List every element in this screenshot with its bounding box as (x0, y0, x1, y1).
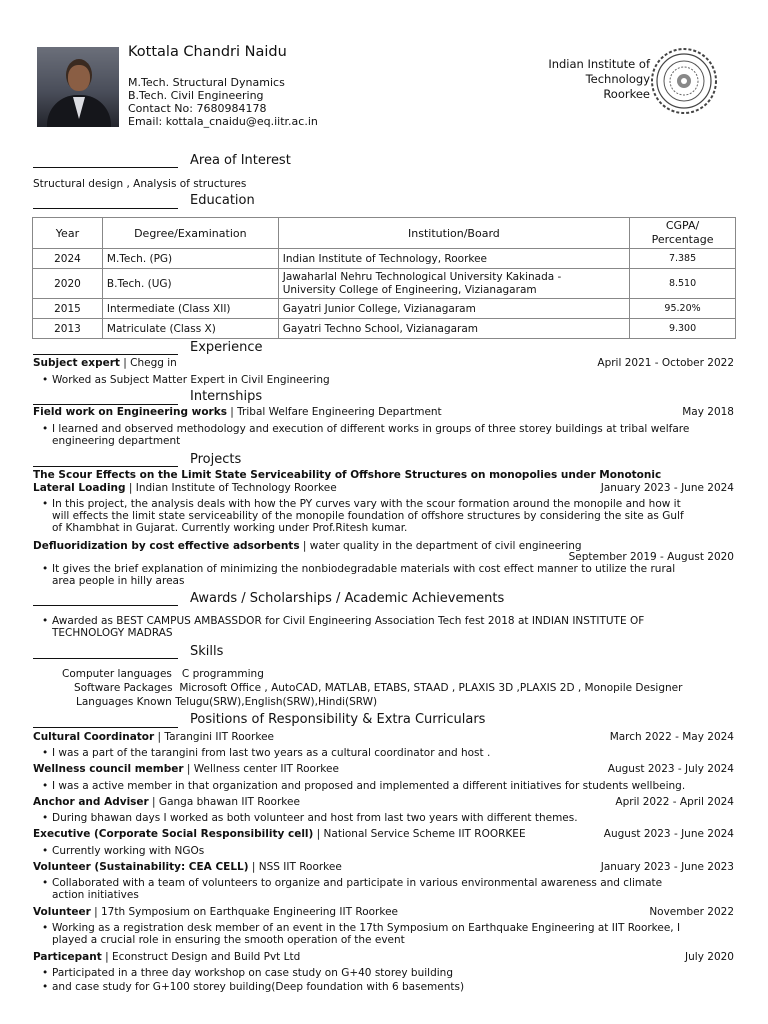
experience-date: April 2021 - October 2022 (597, 357, 734, 369)
cell-institution: Gayatri Techno School, Vizianagaram (278, 319, 629, 339)
section-awards: Awards / Scholarships / Academic Achievements (190, 591, 505, 606)
position-date: January 2023 - June 2023 (600, 861, 734, 873)
col-cgpa: CGPA/ Percentage (630, 218, 736, 249)
section-rule (33, 354, 178, 355)
profile-photo (37, 47, 119, 127)
institute-logo-icon (650, 47, 718, 115)
position-date: August 2023 - June 2024 (603, 828, 734, 840)
table-row (33, 249, 736, 269)
col-degree: Degree/Examination (102, 218, 278, 249)
skill-software-packages: Software Packages Microsoft Office , AutoCAD, MATLAB, ETABS, STAAD , PLAXIS 3D ,PLAXIS 2D , Monopile Designer (74, 682, 683, 694)
internship-entry: Field work on Engineering works | Tribal Welfare Engineering Department (33, 406, 442, 418)
section-rule (33, 167, 178, 168)
cell-score: 9.300 (630, 319, 736, 339)
cell-institution: Gayatri Junior College, Vizianagaram (278, 299, 629, 319)
project-bullet: • It gives the brief explanation of minimizing the nonbiodegradable materials with cost effect manner to utilize the rural area people in hilly areas (42, 563, 675, 587)
project-date: September 2019 - August 2020 (568, 551, 734, 563)
table-row (33, 299, 736, 319)
position-entry: Executive (Corporate Social Responsibility cell) | National Service Scheme IIT ROORKEE (33, 828, 526, 840)
section-rule (33, 466, 178, 467)
institute-name: Indian Institute of Technology Roorkee (548, 57, 650, 101)
experience-bullet: • Worked as Subject Matter Expert in Civil Engineering (42, 374, 330, 386)
position-bullet: • and case study for G+100 storey building(Deep foundation with 6 basements) (42, 981, 464, 993)
position-bullet: • Collaborated with a team of volunteers to organize and participate in various environmental awareness and climate action initiatives (42, 877, 662, 901)
position-bullet: • During bhawan days I worked as both volunteer and host from last two years with different themes. (42, 812, 578, 824)
section-rule (33, 727, 178, 728)
table-row (33, 269, 736, 299)
cell-institution: Indian Institute of Technology, Roorkee (278, 249, 629, 269)
position-bullet: • Working as a registration desk member of an event in the 17th Symposium on Earthquake Engineering at IIT Roorkee, I played a crucial role in ensuring the smooth operation of the event (42, 922, 680, 946)
cell-score: 95.20% (630, 299, 736, 319)
position-date: November 2022 (649, 906, 734, 918)
col-institution: Institution/Board (278, 218, 629, 249)
position-bullet: • Participated in a three day workshop on case study on G+40 storey building (42, 967, 453, 979)
table-row (33, 319, 736, 339)
internship-bullet: • I learned and observed methodology and execution of different works in groups of three storey buildings at tribal welfare engineering department (42, 423, 689, 447)
position-bullet: • I was a part of the tarangini from last two years as a cultural coordinator and host . (42, 747, 490, 759)
degree-mtech: M.Tech. Structural Dynamics (128, 76, 285, 89)
section-area-of-interest: Area of Interest (190, 153, 291, 168)
section-rule (33, 404, 178, 405)
project-date: January 2023 - June 2024 (600, 482, 734, 494)
contact-number: Contact No: 7680984178 (128, 102, 267, 115)
cell-degree: Matriculate (Class X) (102, 319, 278, 339)
degree-btech: B.Tech. Civil Engineering (128, 89, 264, 102)
project-title: Defluoridization by cost effective adsorbents | water quality in the department of civil engineering (33, 540, 582, 552)
email: Email: kottala_cnaidu@eq.iitr.ac.in (128, 115, 318, 128)
section-experience: Experience (190, 340, 263, 355)
section-positions: Positions of Responsibility & Extra Curriculars (190, 712, 486, 727)
internship-date: May 2018 (682, 406, 734, 418)
cell-degree: B.Tech. (UG) (102, 269, 278, 299)
position-date: March 2022 - May 2024 (609, 731, 734, 743)
section-skills: Skills (190, 644, 224, 659)
position-bullet: • Currently working with NGOs (42, 845, 204, 857)
project-title-cont: Lateral Loading | Indian Institute of Technology Roorkee (33, 482, 337, 494)
section-education: Education (190, 193, 255, 208)
section-rule (33, 658, 178, 659)
cell-institution: Jawaharlal Nehru Technological University Kakinada - University College of Engineering, Vizianagaram (278, 269, 629, 299)
cell-year: 2024 (33, 249, 103, 269)
cell-score: 7.385 (630, 249, 736, 269)
position-date: July 2020 (685, 951, 734, 963)
position-entry: Anchor and Adviser | Ganga bhawan IIT Roorkee (33, 796, 300, 808)
section-internships: Internships (190, 389, 263, 404)
position-entry: Cultural Coordinator | Tarangini IIT Roorkee (33, 731, 274, 743)
cell-degree: M.Tech. (PG) (102, 249, 278, 269)
cell-year: 2013 (33, 319, 103, 339)
table-header-row (33, 218, 736, 249)
position-entry: Volunteer | 17th Symposium on Earthquake Engineering IIT Roorkee (33, 906, 398, 918)
project-title: The Scour Effects on the Limit State Serviceability of Offshore Structures on monopolies under Monotonic (33, 469, 662, 481)
skill-computer-languages: Computer languages C programming (62, 668, 264, 680)
position-date: August 2023 - July 2024 (607, 763, 734, 775)
section-rule (33, 605, 178, 606)
cell-year: 2015 (33, 299, 103, 319)
interest-text: Structural design , Analysis of structures (33, 178, 247, 190)
skill-languages-known: Languages Known Telugu(SRW),English(SRW),Hindi(SRW) (76, 696, 378, 708)
col-year: Year (33, 218, 103, 249)
section-projects: Projects (190, 452, 242, 467)
position-bullet: • I was a active member in that organization and proposed and implemented a different initiatives for students wellbeing. (42, 780, 685, 792)
position-entry: Particepant | Econstruct Design and Build Pvt Ltd (33, 951, 301, 963)
cell-score: 8.510 (630, 269, 736, 299)
position-date: April 2022 - April 2024 (615, 796, 734, 808)
experience-entry: Subject expert | Chegg in (33, 357, 177, 369)
position-entry: Wellness council member | Wellness center IIT Roorkee (33, 763, 339, 775)
cell-degree: Intermediate (Class XII) (102, 299, 278, 319)
candidate-name: Kottala Chandri Naidu (128, 44, 287, 60)
award-bullet: • Awarded as BEST CAMPUS AMBASSDOR for Civil Engineering Association Tech fest 2018 at INDIAN INSTITUTE OF TECHNOLOGY MADRAS (42, 615, 644, 639)
project-bullet: • In this project, the analysis deals with how the PY curves vary with the scour formation around the monopile and how it will effects the limit state serviceability of the monopile foundation of offshore structures by considering the site as Gulf of Khambhat in Gujarat. Currently working under Prof.Ritesh kumar. (42, 498, 684, 534)
position-entry: Volunteer (Sustainability: CEA CELL) | NSS IIT Roorkee (33, 861, 342, 873)
education-table (32, 217, 736, 339)
section-rule (33, 208, 178, 209)
cell-year: 2020 (33, 269, 103, 299)
